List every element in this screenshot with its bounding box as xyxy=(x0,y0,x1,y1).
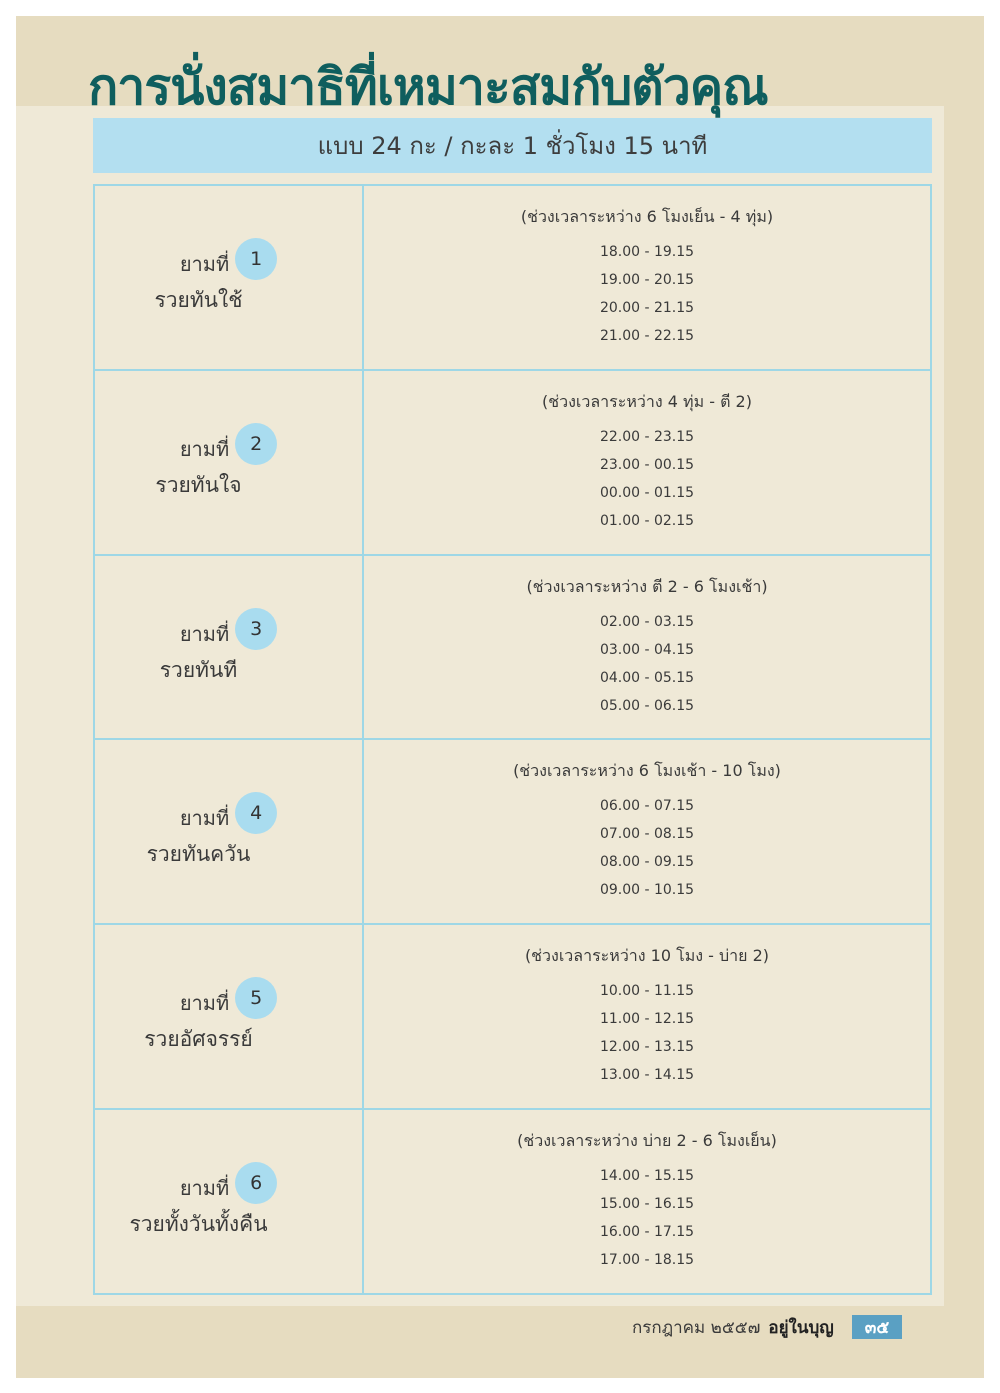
time-range-label: (ช่วงเวลาระหว่าง 6 โมงเย็น - 4 ทุ่ม) xyxy=(520,206,774,226)
watch-info-cell xyxy=(94,739,363,924)
schedule-body xyxy=(94,185,931,1294)
time-range-label: (ช่วงเวลาระหว่าง 10 โมง - บ่าย 2) xyxy=(524,946,770,966)
time-slot: 18.00 - 19.15 xyxy=(599,243,695,260)
watch-info-cell xyxy=(94,370,363,555)
watch-heading xyxy=(95,423,362,465)
subtitle-bar xyxy=(93,118,932,173)
time-slot: 16.00 - 17.15 xyxy=(599,1224,695,1241)
time-list xyxy=(364,1129,930,1274)
time-slot: 15.00 - 16.15 xyxy=(599,1196,695,1213)
page-title: การนั่งสมาธิที่เหมาะสมกับตัวคุณ xyxy=(88,58,768,116)
time-slot: 06.00 - 07.15 xyxy=(599,798,695,815)
watch-name: รวยทันที xyxy=(159,657,238,682)
watch-heading xyxy=(95,792,362,834)
watch-row xyxy=(94,739,931,924)
footer-magazine-name: อยู่ในบุญ xyxy=(768,1317,834,1338)
time-slot: 21.00 - 22.15 xyxy=(599,327,695,344)
time-list xyxy=(364,575,930,720)
time-list xyxy=(364,759,930,904)
watch-name: รวยทันใช้ xyxy=(154,287,243,312)
watch-heading xyxy=(95,238,362,280)
watch-info-cell xyxy=(94,924,363,1109)
watch-heading xyxy=(95,1162,362,1204)
footer xyxy=(632,1314,834,1340)
time-slot: 14.00 - 15.15 xyxy=(599,1168,695,1185)
watch-name: รวยทันใจ xyxy=(155,472,242,497)
time-slot: 09.00 - 10.15 xyxy=(599,882,695,899)
time-range-label: (ช่วงเวลาระหว่าง 6 โมงเช้า - 10 โมง) xyxy=(513,761,781,781)
watch-row xyxy=(94,555,931,740)
time-slot: 17.00 - 18.15 xyxy=(599,1252,695,1269)
time-range-label: (ช่วงเวลาระหว่าง ตี 2 - 6 โมงเช้า) xyxy=(526,576,768,596)
time-slot: 07.00 - 08.15 xyxy=(599,826,695,843)
time-slot: 03.00 - 04.15 xyxy=(599,641,695,658)
time-slot: 05.00 - 06.15 xyxy=(599,697,695,714)
footer-date: กรกฎาคม ๒๕๕๗ xyxy=(632,1317,761,1338)
watch-name: รวยอัศจรรย์ xyxy=(144,1027,253,1052)
watch-number-badge: 6 xyxy=(235,1162,277,1204)
time-slot: 13.00 - 14.15 xyxy=(599,1067,695,1084)
watch-number-badge: 2 xyxy=(235,423,277,465)
watch-times-cell xyxy=(363,185,931,370)
watch-label: ยามที่ xyxy=(179,621,230,646)
time-slot: 12.00 - 13.15 xyxy=(599,1039,695,1056)
schedule-table xyxy=(93,184,932,1295)
time-range-label: (ช่วงเวลาระหว่าง บ่าย 2 - 6 โมงเย็น) xyxy=(517,1131,777,1151)
watch-times-cell xyxy=(363,924,931,1109)
time-slot: 20.00 - 21.15 xyxy=(599,299,695,316)
watch-label: ยามที่ xyxy=(179,991,230,1016)
time-range-label: (ช่วงเวลาระหว่าง 4 ทุ่ม - ตี 2) xyxy=(542,391,752,411)
watch-label: ยามที่ xyxy=(179,1176,230,1201)
watch-heading xyxy=(95,608,362,650)
time-slot: 00.00 - 01.15 xyxy=(599,484,695,501)
watch-label: ยามที่ xyxy=(179,436,230,461)
watch-label: ยามที่ xyxy=(179,806,230,831)
watch-row xyxy=(94,370,931,555)
time-slot: 08.00 - 09.15 xyxy=(599,854,695,871)
time-slot: 01.00 - 02.15 xyxy=(599,512,695,529)
watch-info-cell xyxy=(94,555,363,740)
time-list xyxy=(364,205,930,350)
watch-times-cell xyxy=(363,739,931,924)
watch-row xyxy=(94,185,931,370)
time-slot: 22.00 - 23.15 xyxy=(599,428,695,445)
time-list xyxy=(364,944,930,1089)
subtitle-text: แบบ 24 กะ / กะละ 1 ชั่วโมง 15 นาที xyxy=(317,132,708,160)
watch-row xyxy=(94,1109,931,1294)
time-list xyxy=(364,390,930,535)
page-number-badge: ๓๕ xyxy=(852,1315,902,1339)
time-slot: 11.00 - 12.15 xyxy=(599,1011,695,1028)
watch-heading xyxy=(95,977,362,1019)
time-slot: 02.00 - 03.15 xyxy=(599,613,695,630)
watch-info-cell xyxy=(94,185,363,370)
watch-number-badge: 3 xyxy=(235,608,277,650)
watch-name: รวยทันควัน xyxy=(146,842,251,867)
watch-number-badge: 1 xyxy=(235,238,277,280)
watch-number-badge: 4 xyxy=(235,792,277,834)
time-slot: 10.00 - 11.15 xyxy=(599,983,695,1000)
time-slot: 04.00 - 05.15 xyxy=(599,669,695,686)
watch-label: ยามที่ xyxy=(179,251,230,276)
watch-name: รวยทั้งวันทั้งคืน xyxy=(129,1212,268,1237)
watch-number-badge: 5 xyxy=(235,977,277,1019)
watch-times-cell xyxy=(363,555,931,740)
watch-row xyxy=(94,924,931,1109)
time-slot: 23.00 - 00.15 xyxy=(599,456,695,473)
watch-info-cell xyxy=(94,1109,363,1294)
watch-times-cell xyxy=(363,370,931,555)
time-slot: 19.00 - 20.15 xyxy=(599,271,695,288)
watch-times-cell xyxy=(363,1109,931,1294)
